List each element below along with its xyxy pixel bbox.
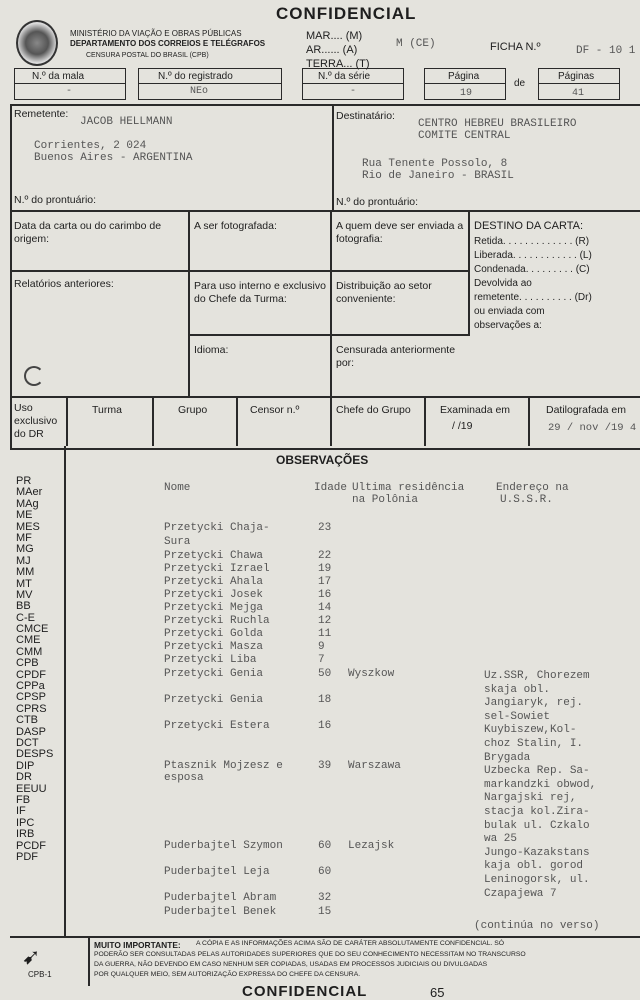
mala-value: - bbox=[66, 86, 73, 97]
person-name: Przetycki Genia bbox=[164, 694, 264, 706]
person-name: Ptasznik Mojzesz e bbox=[164, 760, 283, 772]
person-name: Przetycki Golda bbox=[164, 628, 264, 640]
person-age: 9 bbox=[318, 641, 325, 653]
sender-street: Corrientes, 2 024 bbox=[34, 140, 147, 152]
person-name: Puderbajtel Benek bbox=[164, 906, 277, 918]
idioma-label: Idioma: bbox=[194, 344, 229, 356]
person-age: 50 bbox=[318, 668, 332, 680]
residencia-warszawa: Warszawa bbox=[348, 760, 401, 772]
address-line: markandzki obwod, bbox=[484, 778, 597, 791]
person-age: 60 bbox=[318, 840, 332, 852]
person-name: Przetycki Izrael bbox=[164, 563, 270, 575]
serie-label: N.º da série bbox=[318, 71, 371, 82]
person-name: esposa bbox=[164, 772, 204, 784]
recipient-line2: COMITE CENTRAL bbox=[418, 130, 511, 142]
department-code: DR bbox=[16, 771, 32, 784]
person-age: 23 bbox=[318, 522, 332, 534]
residencia-lezajsk: Lezajsk bbox=[348, 840, 395, 852]
liberada-option: Liberada. . . . . . . . . . . . (L) bbox=[474, 250, 592, 261]
person-name: Przetycki Estera bbox=[164, 720, 270, 732]
notice-line3: DA GUERRA, NÃO DEVENDO EM CASO NENHUM SER COPIADAS, USADAS EM PROCESSOS JUDICIAIS OU DIVULGADAS bbox=[94, 961, 488, 968]
examinada-label: Examinada em bbox=[440, 404, 511, 416]
department-code: CMCE bbox=[16, 623, 49, 636]
page-title: CONFIDENCIAL bbox=[276, 4, 417, 23]
address-line: Brygada bbox=[484, 751, 531, 764]
condenada-option: Condenada. . . . . . . . . (C) bbox=[474, 264, 590, 275]
person-age: 16 bbox=[318, 720, 332, 732]
department-code: MES bbox=[16, 520, 40, 533]
terra-option: TERRA... (T) bbox=[306, 58, 370, 70]
person-name: Przetycki Chawa bbox=[164, 550, 264, 562]
service-text: CENSURA POSTAL DO BRASIL (CPB) bbox=[86, 52, 209, 59]
address-line: Czapajewa 7 bbox=[484, 887, 557, 900]
notice-line4: POR QUALQUER MEIO, SEM AUTORIZAÇÃO EXPRESSA DO CHEFE DA CENSURA. bbox=[94, 971, 361, 978]
department-code: CPB bbox=[16, 657, 39, 670]
examinada-value: / /19 bbox=[452, 420, 473, 432]
department-code: DIP bbox=[16, 759, 35, 772]
department-text: DEPARTAMENTO DOS CORREIOS E TELÉGRAFOS bbox=[70, 39, 266, 48]
person-age: 7 bbox=[318, 654, 325, 666]
department-code: CMM bbox=[16, 645, 43, 658]
department-code: CPPa bbox=[16, 680, 45, 693]
department-code: MAg bbox=[16, 497, 39, 510]
person-age: 18 bbox=[318, 694, 332, 706]
bottom-title: CONFIDENCIAL bbox=[242, 983, 368, 1000]
person-age: 17 bbox=[318, 576, 332, 588]
person-name: Przetycki Genia bbox=[164, 668, 264, 680]
department-code: MT bbox=[16, 577, 32, 590]
person-name: Przetycki Mejga bbox=[164, 602, 264, 614]
chefe-label: Chefe do Grupo bbox=[336, 404, 411, 416]
person-age: 14 bbox=[318, 602, 332, 614]
department-code: CPRS bbox=[16, 702, 47, 715]
paginas-value: 41 bbox=[572, 88, 585, 99]
department-code: PR bbox=[16, 475, 32, 487]
department-code: CTB bbox=[16, 714, 38, 727]
department-code: EEUU bbox=[16, 782, 47, 795]
person-name: Przetycki Ruchla bbox=[164, 615, 270, 627]
address-line: skaja obl. bbox=[484, 683, 551, 696]
person-name: Przetycki Chaja- bbox=[164, 522, 270, 534]
censurada-label: Censurada anteriormente por: bbox=[336, 344, 456, 369]
data-carta-label: Data da carta ou do carimbo de origem: bbox=[14, 220, 162, 245]
sender-name: JACOB HELLMANN bbox=[80, 116, 173, 128]
col-nome-header: Nome bbox=[164, 482, 191, 494]
ou-enviada-option: ou enviada com bbox=[474, 306, 545, 317]
mala-label: N.º da mala bbox=[32, 71, 85, 82]
address-line: Jungo-Kazakstans bbox=[484, 846, 590, 859]
department-code: CPDF bbox=[16, 668, 46, 681]
department-code-list bbox=[16, 476, 53, 863]
address-line: Uz.SSR, Chorezem bbox=[484, 670, 590, 682]
relatorios-label: Relatórios anteriores: bbox=[14, 278, 114, 290]
address-line: Nargajski rej, bbox=[484, 792, 577, 805]
circle-mark-icon bbox=[24, 366, 44, 386]
sender-label: Remetente: bbox=[14, 108, 69, 120]
person-name: Przetycki Liba bbox=[164, 654, 257, 666]
department-code: DESPS bbox=[16, 748, 54, 761]
department-code: PDF bbox=[16, 850, 38, 863]
person-name: Przetycki Ahala bbox=[164, 576, 264, 588]
department-code: DASP bbox=[16, 725, 46, 738]
page-number: 65 bbox=[430, 985, 445, 1000]
address-line: Kuybiszew,Kol- bbox=[484, 724, 577, 737]
department-code: FB bbox=[16, 793, 31, 806]
address-line: Jangiaryk, rej. bbox=[484, 697, 584, 710]
person-age: 15 bbox=[318, 906, 332, 918]
department-code: MM bbox=[16, 566, 35, 579]
grupo-label: Grupo bbox=[178, 404, 208, 416]
department-code: IF bbox=[16, 805, 26, 818]
address-line: wa 25 bbox=[484, 833, 518, 846]
person-name: Puderbajtel Abram bbox=[164, 892, 277, 904]
address-line: Uzbecka Rep. Sa- bbox=[484, 765, 590, 778]
ficha-label: FICHA N.º bbox=[490, 41, 541, 53]
col-endereco-header-2: U.S.S.R. bbox=[500, 494, 553, 506]
department-code: IRB bbox=[16, 828, 35, 841]
address-line: choz Stalin, I. bbox=[484, 737, 584, 750]
person-age: 12 bbox=[318, 615, 332, 627]
person-age: 60 bbox=[318, 866, 332, 878]
recipient-street: Rua Tenente Possolo, 8 bbox=[362, 158, 508, 170]
department-code: CME bbox=[16, 634, 41, 647]
recipient-city: Rio de Janeiro - BRASIL bbox=[362, 170, 514, 182]
ar-option: AR...... (A) bbox=[306, 44, 358, 56]
arrow-stamp-icon: ➹ bbox=[22, 944, 41, 969]
pagina-label: Página bbox=[448, 71, 480, 82]
datilografada-value: 29 / nov /19 4 bbox=[548, 422, 637, 434]
pagina-value: 19 bbox=[460, 88, 473, 99]
destino-title: DESTINO DA CARTA: bbox=[474, 220, 584, 232]
col-idade-header: Idade bbox=[314, 482, 348, 494]
address-line: Leninogorsk, ul. bbox=[484, 873, 590, 886]
uso-interno-label: Para uso interno e exclusivo do Chefe da Turma: bbox=[194, 280, 326, 305]
person-name: Przetycki Masza bbox=[164, 641, 264, 653]
de-label: de bbox=[514, 78, 526, 89]
person-name: Puderbajtel Szymon bbox=[164, 840, 283, 852]
department-code: BB bbox=[16, 600, 31, 613]
department-code: MF bbox=[16, 531, 32, 544]
department-code: CPSP bbox=[16, 691, 46, 704]
residencia-wyszkow: Wyszkow bbox=[348, 668, 395, 680]
quem-enviada-label: A quem deve ser enviada a fotografia: bbox=[336, 220, 464, 245]
ficha-value: DF - 10 1 bbox=[576, 45, 636, 57]
department-code: C-E bbox=[16, 611, 35, 624]
serie-value: - bbox=[350, 86, 357, 97]
notice-line1: A CÓPIA E AS INFORMAÇÕES ACIMA SÃO DE CARÁTER ABSOLUTAMENTE CONFIDENCIAL. SÓ bbox=[196, 940, 505, 947]
col-residencia-header-2: na Polônia bbox=[352, 494, 419, 506]
person-age: 11 bbox=[318, 628, 332, 640]
department-code: DCT bbox=[16, 736, 39, 749]
continua-note: (continúa no verso) bbox=[474, 920, 600, 932]
person-age: 19 bbox=[318, 563, 332, 575]
sender-prontuario-label: N.º do prontuário: bbox=[14, 194, 97, 206]
recipient-label: Destinatário: bbox=[336, 110, 395, 122]
address-line: bulak ul. Czkalo bbox=[484, 819, 590, 832]
brazil-seal-icon bbox=[16, 20, 58, 66]
person-age: 22 bbox=[318, 550, 332, 562]
address-line: stacja kol.Zira- bbox=[484, 805, 590, 818]
person-age: 32 bbox=[318, 892, 332, 904]
address-line: kaja obl. gorod bbox=[484, 860, 584, 873]
paginas-label: Páginas bbox=[558, 71, 595, 82]
person-name: Przetycki Josek bbox=[164, 589, 264, 601]
observacoes-title: OBSERVAÇÕES bbox=[276, 453, 369, 467]
registrado-value: NEo bbox=[190, 86, 209, 97]
department-code: PCDF bbox=[16, 839, 46, 852]
department-code: ME bbox=[16, 509, 33, 522]
sender-city: Buenos Aires - ARGENTINA bbox=[34, 152, 193, 164]
person-age: 16 bbox=[318, 589, 332, 601]
notice-line2: PODERÃO SER CONSULTADAS PELAS AUTORIDADES SUPERIORES QUE DO SEU CONHECIMENTO NECESSITAM NO TRANSCURSO bbox=[94, 951, 526, 958]
person-age: 39 bbox=[318, 760, 332, 772]
person-name: Sura bbox=[164, 536, 191, 548]
recipient-line1: CENTRO HEBREU BRASILEIRO bbox=[418, 118, 577, 130]
devolvida-option: Devolvida ao bbox=[474, 278, 532, 289]
department-code: MG bbox=[16, 543, 34, 556]
ministry-text: MINISTÉRIO DA VIAÇÃO E OBRAS PÚBLICAS bbox=[70, 29, 242, 38]
datilografada-label: Datilografada em bbox=[546, 404, 626, 416]
remetente-option: remetente. . . . . . . . . . (Dr) bbox=[474, 292, 592, 303]
turma-label: Turma bbox=[92, 404, 122, 416]
address-line: sel-Sowiet bbox=[484, 710, 551, 723]
col-residencia-header: Ultima residência bbox=[352, 482, 465, 494]
mar-option: MAR.... (M) bbox=[306, 30, 363, 42]
department-code: MV bbox=[16, 588, 33, 601]
recipient-prontuario-label: N.º do prontuário: bbox=[336, 196, 419, 208]
distribuicao-label: Distribuição ao setor conveniente: bbox=[336, 280, 432, 305]
observacoes-a-option: observações a: bbox=[474, 320, 542, 331]
important-label: MUITO IMPORTANTE: bbox=[94, 940, 181, 950]
fotografada-label: A ser fotografada: bbox=[194, 220, 277, 232]
form-code: CPB-1 bbox=[28, 970, 52, 979]
department-code: IPC bbox=[16, 816, 35, 829]
department-code: MJ bbox=[16, 554, 31, 567]
retida-option: Retida. . . . . . . . . . . . . (R) bbox=[474, 236, 590, 247]
col-endereco-header: Endereço na bbox=[496, 482, 569, 494]
registrado-label: N.º do registrado bbox=[158, 71, 233, 82]
censor-label: Censor n.º bbox=[250, 404, 300, 416]
address-list bbox=[484, 670, 596, 901]
uso-exclusivo-label: Uso exclusivo do DR bbox=[14, 402, 58, 440]
department-code: MAer bbox=[16, 486, 43, 499]
person-name: Puderbajtel Leja bbox=[164, 866, 270, 878]
mode-value: M (CE) bbox=[396, 38, 436, 50]
